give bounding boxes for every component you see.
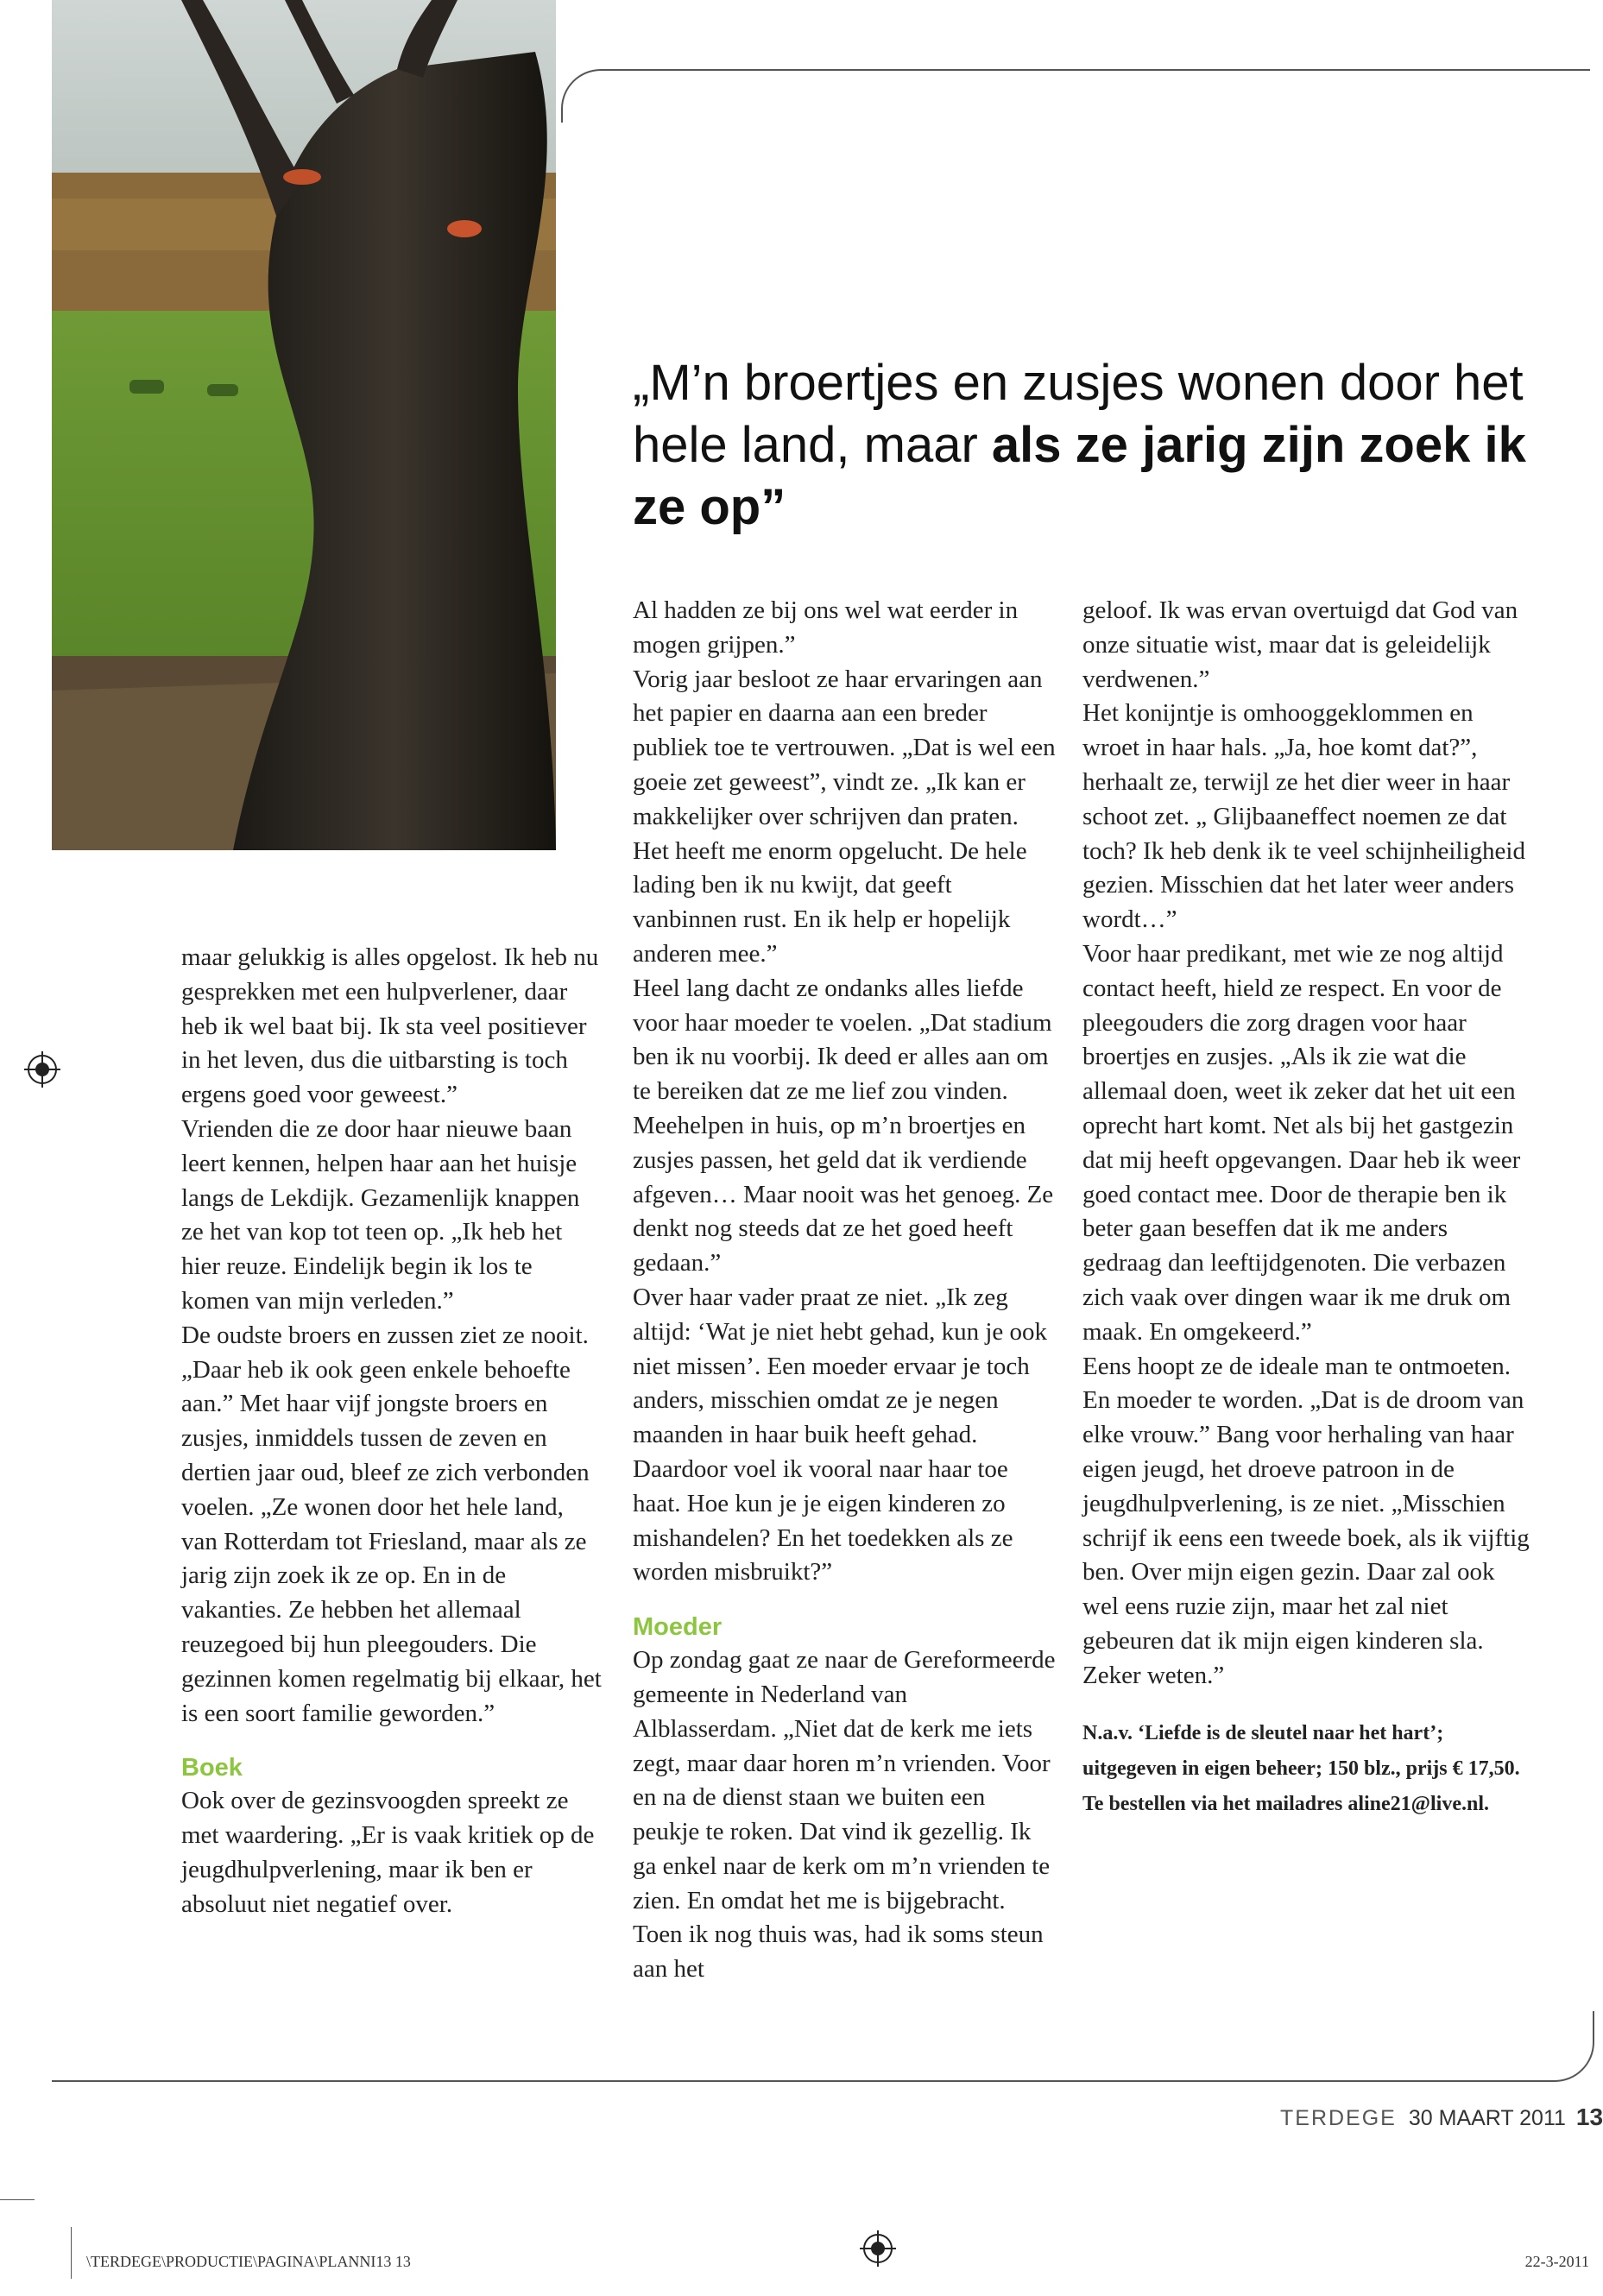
paragraph: Ook over de gezinsvoogden spreekt ze met waardering. „Er is vaak kritiek op de jeugdhulpverlening, maar ik ben er absoluut niet negatief over.: [181, 1787, 595, 1918]
article-column-3: [1082, 594, 1531, 1822]
section-heading-boek: Boek: [181, 1754, 243, 1782]
page-frame-bottom: [52, 2011, 1594, 2082]
paragraph: Eens hoopt ze de ideale man te ontmoeten. En moeder te worden. „Dat is de droom van elke vrouw.” Bang voor herhaling van haar eigen jeugd, het droeve patroon in de jeugdhulpverlening, is ze niet. „Misschien schrijf ik eens een tweede boek, als ik vijftig ben. Over mijn eigen gezin. Daar zal ook wel eens ruzie zijn, maar het zal niet gebeuren dat ik mijn eigen kinderen sla. Zeker weten.”: [1082, 1352, 1530, 1689]
paragraph: Voor haar predikant, met wie ze nog altijd contact heeft, hield ze respect. En voor de pleegouders die zorg dragen voor haar broertjes en zusjes. „Als ik zie wat die allemaal doen, weet ik zeker dat het uit een oprecht hart komt. Net als bij het gastgezin dat mij heeft opgevangen. Daar heb ik weer goed contact mee. Door de therapie ben ik beter gaan beseffen dat ik me anders gedraag dan leeftijdgenoten. Die verbazen zich vaak over dingen waar ik me druk om maak. En omgekeerd.”: [1082, 939, 1521, 1346]
registration-mark-icon: [28, 1055, 57, 1084]
page-footer: [1280, 2104, 1603, 2138]
article-column-2: [633, 594, 1056, 1987]
tree-photo-illustration: [52, 0, 556, 850]
paragraph: Het konijntje is omhooggeklommen en wroet in haar hals. „Ja, hoe komt dat?”, herhaalt ze, terwijl ze het dier weer in haar schoot zet. „ Glijbaaneffect noemen ze dat toch? Ik heb denk ik te veel schijnheiligheid gezien. Misschien dat het later weer anders wordt…”: [1082, 699, 1525, 934]
paragraph: Vrienden die ze door haar nieuwe baan leert kennen, helpen haar aan het huisje langs de Lekdijk. Gezamenlijk knappen ze het van kop tot teen op. „Ik heb het hier reuze. Eindelijk begin ik los te komen van mijn verleden.”: [181, 1114, 580, 1315]
paragraph: Op zondag gaat ze naar de Gereformeerde gemeente in Nederland van Alblasserdam. „Niet dat de kerk me iets zegt, maar daar horen m’n vrienden. Voor en na de dienst staan we buiten een peukje te roken. Dat vind ik gezellig. Ik ga enkel naar de kerk om m’n vrienden te zien. En omdat het me is bijgebracht. Toen ik nog thuis was, had ik soms steun aan het: [633, 1646, 1056, 1984]
paragraph: maar gelukkig is alles opgelost. Ik heb nu gesprekken met een hulpverlener, daar heb ik wel baat bij. Ik sta veel positiever in het leven, dus die uitbarsting is toch ergens goed voor geweest.”: [181, 943, 599, 1109]
paragraph: Over haar vader praat ze niet. „Ik zeg altijd: ‘Wat je niet hebt gehad, kun je ook niet missen’. Een moeder ervaar je toch anders, misschien omdat ze je negen maanden in haar buik heeft gehad. Daardoor voel ik vooral naar haar toe haat. Hoe kun je je eigen kinderen zo mishandelen? En het toedekken als ze worden misbruikt?”: [633, 1283, 1048, 1586]
book-credit: N.a.v. ‘Liefde is de sleutel naar het hart’; uitgegeven in eigen beheer; 150 blz., prijs € 17,50. Te bestellen via het mailadres aline21@live.nl.: [1082, 1721, 1520, 1815]
print-slug-path: \TERDEGE\PRODUCTIE\PAGINA\PLANNI13 13: [86, 2253, 411, 2270]
tree-photo: [52, 0, 556, 850]
paragraph: Al hadden ze bij ons wel wat eerder in mogen grijpen.”: [633, 596, 1019, 659]
crop-mark: [0, 2199, 35, 2200]
paragraph: Vorig jaar besloot ze haar ervaringen aan het papier en daarna aan een breder publiek toe te vertrouwen. „Dat is wel een goeie zet geweest”, vindt ze. „Ik kan er makkelijker over schrijven dan praten. Het heeft me enorm opgelucht. De hele lading ben ik nu kwijt, dat geeft vanbinnen rust. En ik help er hopelijk anderen mee.”: [633, 665, 1056, 968]
page-frame-top: [561, 69, 1590, 123]
paragraph: Heel lang dacht ze ondanks alles liefde voor haar moeder te voelen. „Dat stadium ben ik nu voorbij. Ik deed er alles aan om te bereiken dat ze me lief zou vinden. Meehelpen in huis, op m’n broertjes en zusjes passen, het geld dat ik verdiende afgeven… Maar nooit was het genoeg. Ze denkt nog steeds dat ze het goed heeft gedaan.”: [633, 974, 1054, 1277]
registration-mark-icon: [863, 2234, 893, 2263]
pull-quote: [633, 352, 1530, 539]
pull-quote-normal: „M’n broertjes en zusjes wonen door het hele land, maar: [633, 355, 1524, 473]
paragraph: De oudste broers en zussen ziet ze nooit. „Daar heb ik ook geen enkele behoefte aan.” Met haar vijf jongste broers en zusjes, inmiddels tussen de zeven en dertien jaar oud, bleef ze zich verbonden voelen. „Ze wonen door het hele land, van Rotterdam tot Friesland, maar als ze jarig zijn zoek ik ze op. En in de vakanties. Ze hebben het allemaal reuzegoed bij hun pleegouders. Die gezinnen komen regelmatig bij elkaar, het is een soort familie geworden.”: [181, 1321, 602, 1727]
paragraph: geloof. Ik was ervan overtuigd dat God van onze situatie wist, maar dat is geleidelijk verdwenen.”: [1082, 596, 1518, 693]
issue-date: 30 MAART 2011: [1408, 2106, 1566, 2130]
article-column-1: [181, 941, 604, 1922]
page-number: 13: [1575, 2104, 1603, 2130]
crop-mark: [71, 2227, 72, 2279]
pull-quote-bold: als ze jarig zijn zoek ik ze op”: [633, 417, 1526, 535]
magazine-brand: TERDEGE: [1280, 2106, 1397, 2130]
print-slug-date: 22-3-2011: [1524, 2253, 1589, 2270]
section-heading-moeder: Moeder: [633, 1613, 723, 1642]
